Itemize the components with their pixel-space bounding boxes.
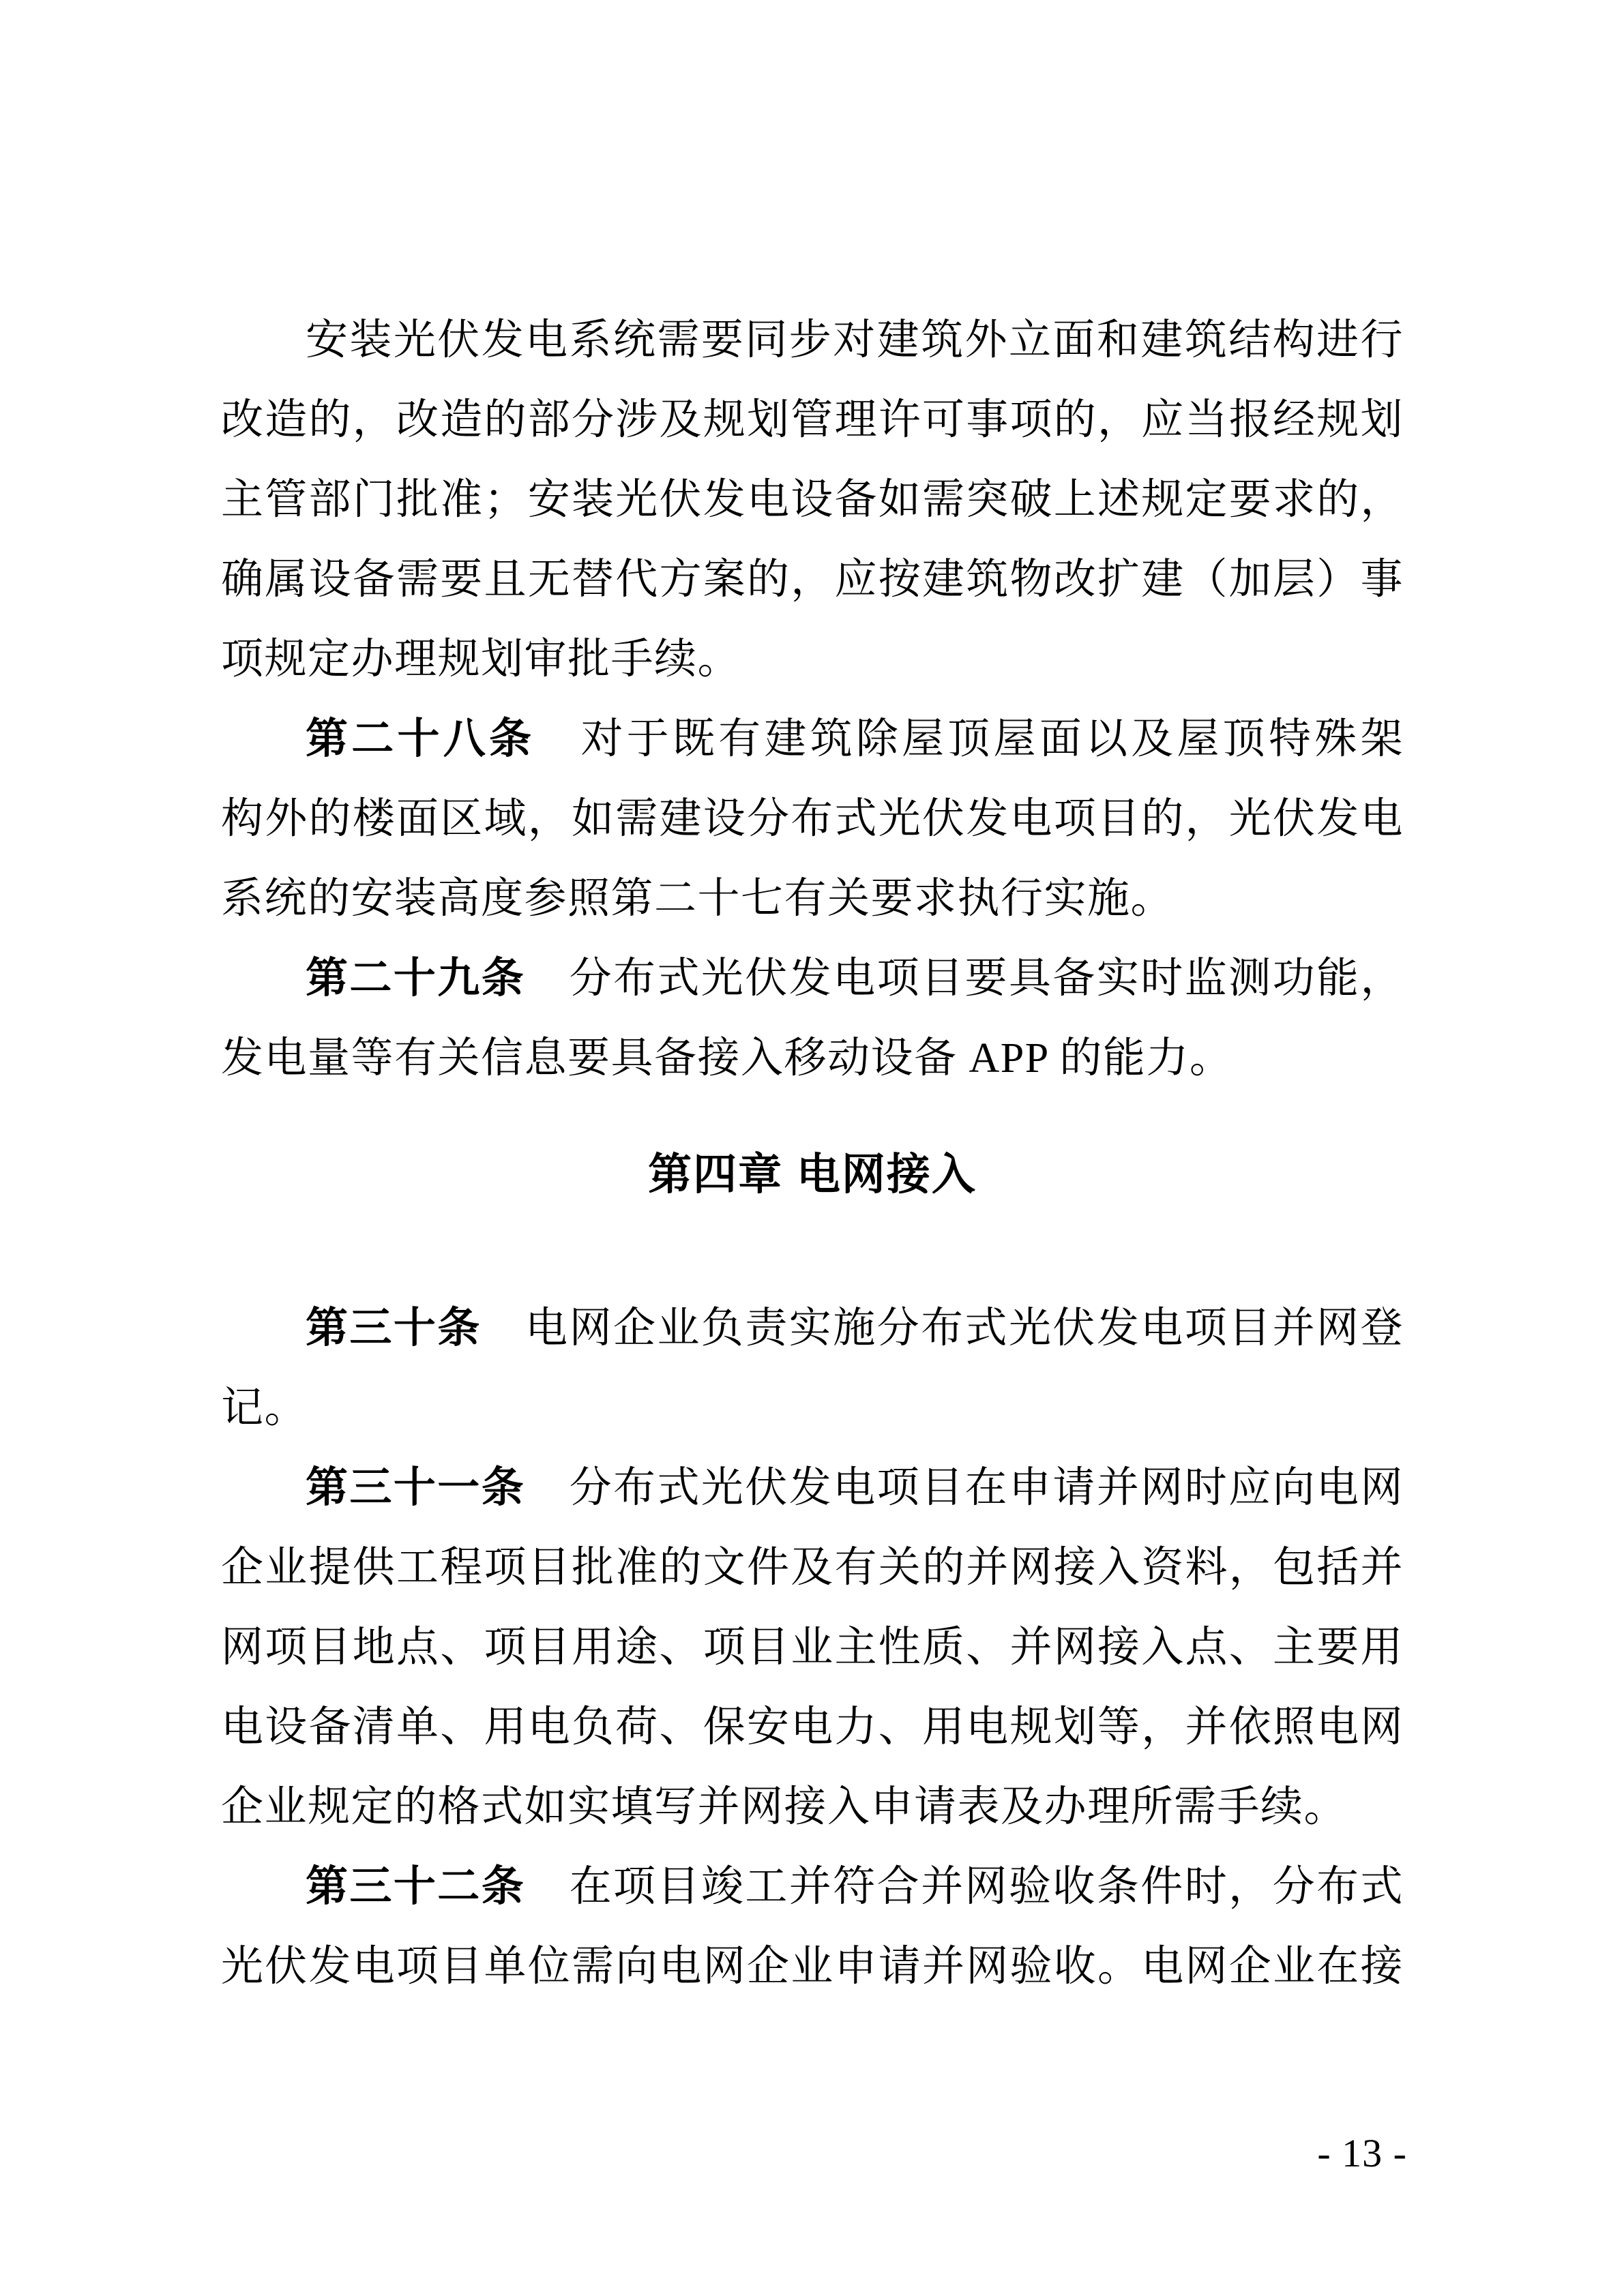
line-text: 网项目地点、项目用途、项目业主性质、并网接入点、主要用 xyxy=(221,1624,1404,1671)
text-line xyxy=(221,620,1404,700)
text-line xyxy=(221,460,1404,540)
text-line xyxy=(221,700,1404,779)
text-line xyxy=(221,540,1404,620)
text-line xyxy=(221,1289,1404,1369)
line-text: 系统的安装高度参照第二十七有关要求执行实施。 xyxy=(221,876,1175,922)
line-text: 企业提供工程项目批准的文件及有关的并网接入资料，包括并 xyxy=(221,1545,1404,1591)
line-text: 安装光伏发电系统需要同步对建筑外立面和建筑结构进行 xyxy=(306,317,1404,363)
line-text: 发电量等有关信息要具备接入移动设备 APP 的能力。 xyxy=(221,1035,1233,1082)
text-line xyxy=(221,859,1404,939)
chapter-heading: 第四章 电网接入 xyxy=(648,1150,977,1199)
article-number: 第三十条 xyxy=(306,1305,482,1352)
text-line xyxy=(221,1927,1404,2007)
line-text: 主管部门批准；安装光伏发电设备如需突破上述规定要求的， xyxy=(221,477,1404,523)
text-line xyxy=(221,301,1404,381)
text-line xyxy=(221,939,1404,1019)
line-text: 项规定办理规划审批手续。 xyxy=(221,636,741,683)
text-block xyxy=(221,301,1404,2007)
text-line xyxy=(221,1448,1404,1528)
line-text: 分布式光伏发电项目在申请并网时应向电网 xyxy=(525,1465,1404,1511)
text-line xyxy=(221,1847,1404,1927)
text-line xyxy=(221,1608,1404,1688)
line-text: 确属设备需要且无替代方案的，应按建筑物改扩建（加层）事 xyxy=(221,556,1404,603)
line-text: 记。 xyxy=(221,1385,308,1431)
line-text: 光伏发电项目单位需向电网企业申请并网验收。电网企业在接 xyxy=(221,1943,1404,1990)
line-text: 电设备清单、用电负荷、保安电力、用电规划等，并依照电网 xyxy=(221,1704,1404,1750)
text-line xyxy=(221,1369,1404,1448)
line-text: 电网企业负责实施分布式光伏发电项目并网登 xyxy=(481,1305,1404,1352)
article-number: 第二十八条 xyxy=(306,716,535,762)
article-number: 第三十一条 xyxy=(306,1465,526,1511)
text-line xyxy=(221,1528,1404,1608)
text-line xyxy=(221,1019,1404,1099)
text-line xyxy=(221,381,1404,460)
text-line xyxy=(221,1688,1404,1768)
line-text: 在项目竣工并符合并网验收条件时，分布式 xyxy=(525,1864,1404,1910)
page-number: - 13 - xyxy=(1317,2131,1407,2175)
text-line xyxy=(221,1768,1404,1847)
line-text: 对于既有建筑除屋顶屋面以及屋顶特殊架 xyxy=(535,716,1404,762)
line-text: 改造的，改造的部分涉及规划管理许可事项的，应当报经规划 xyxy=(221,397,1404,443)
line-text: 分布式光伏发电项目要具备实时监测功能， xyxy=(525,955,1404,1002)
line-text: 企业规定的格式如实填写并网接入申请表及办理所需手续。 xyxy=(221,1784,1348,1830)
line-text: 构外的楼面区域，如需建设分布式光伏发电项目的，光伏发电 xyxy=(221,796,1404,842)
article-number: 第三十二条 xyxy=(306,1864,526,1910)
article-number: 第二十九条 xyxy=(306,955,526,1002)
text-line xyxy=(221,779,1404,859)
